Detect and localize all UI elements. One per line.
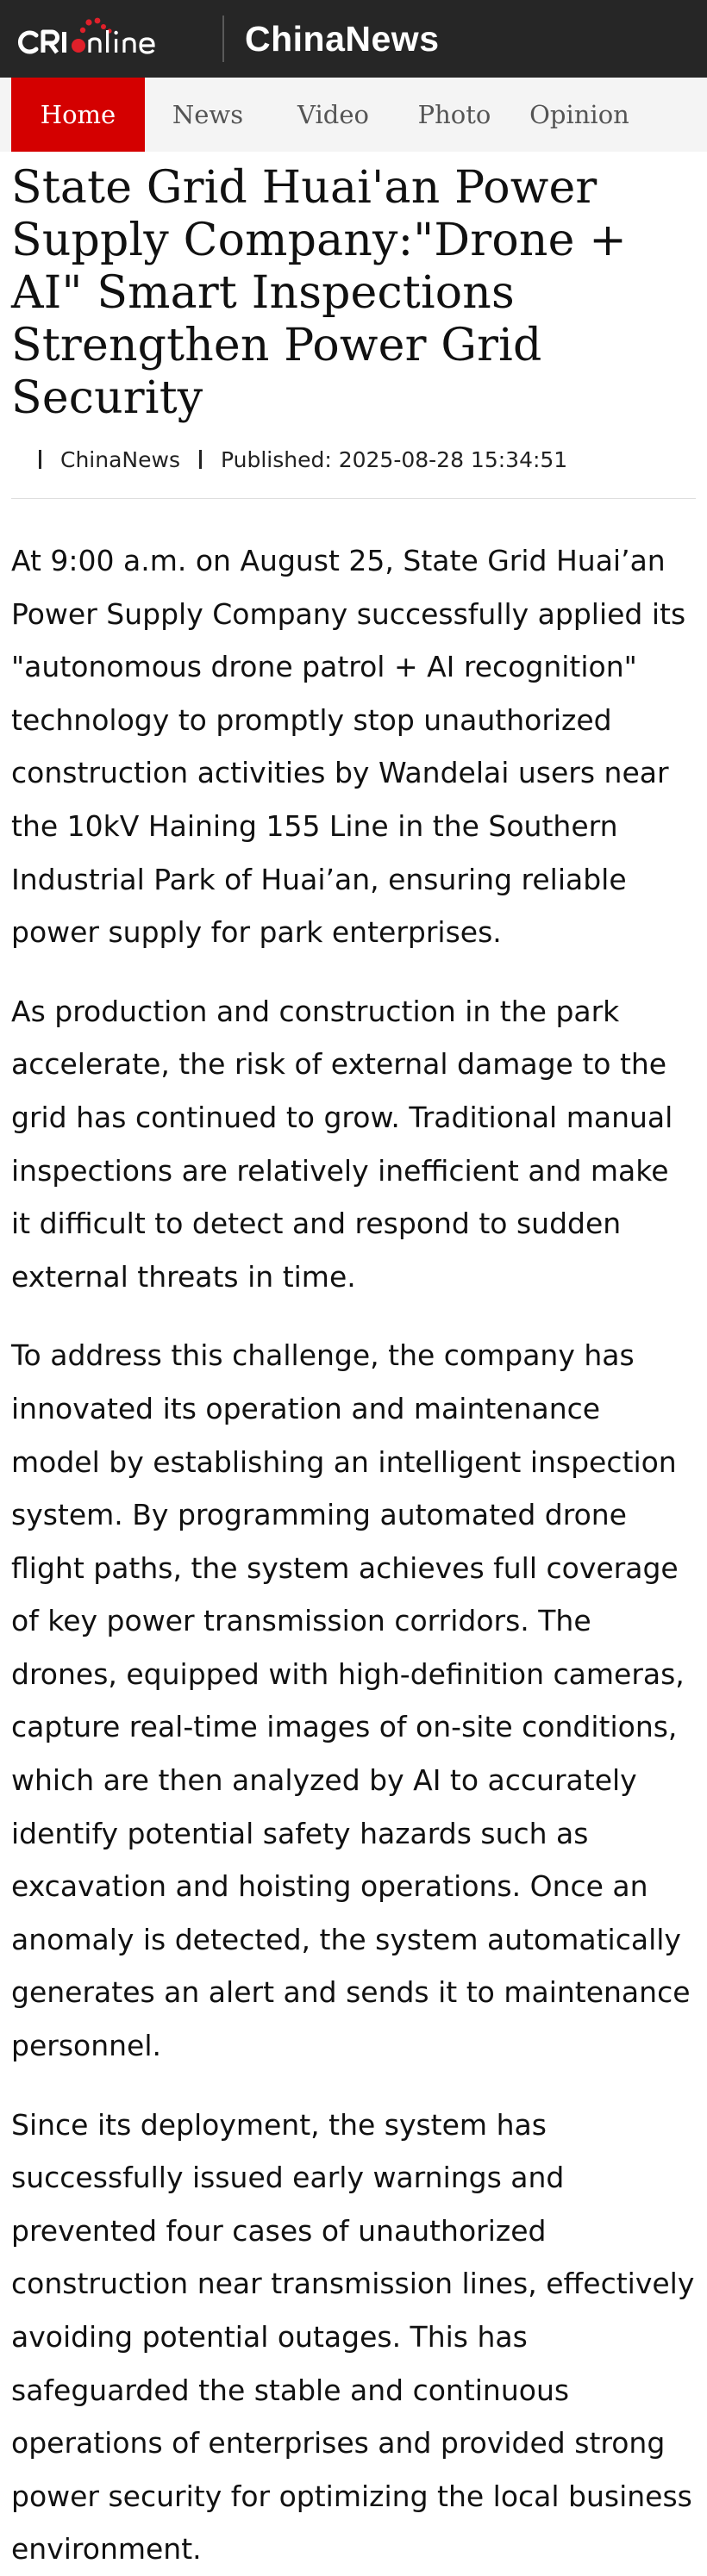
article-published-date: Published: 2025-08-28 15:34:51 xyxy=(220,446,568,472)
nav-item-home[interactable]: Home xyxy=(11,78,145,152)
nav-item-photo[interactable]: Photo xyxy=(417,100,491,129)
article-source: ChinaNews xyxy=(60,446,180,472)
cri-online-logo[interactable] xyxy=(12,0,198,78)
article-title: State Grid Huai'an Power Supply Company:"Drone + AI" Smart Inspections Strengthen Power Grid Security xyxy=(11,162,628,424)
article-paragraph: To address this challenge, the company has innovated its operation and maintenance model by establishing an intelligent inspection system. By programming automated drone flight paths, the system achieves full coverage of key power transmission corridors. The drones, equipped with high-definition cameras, capture real-time images of on-site conditions, which are then analyzed by AI to accurately identify potential safety hazards such as excavation and hoisting operations. Once an anomaly is detected, the system automatically generates an alert and sends it to maintenance personnel. xyxy=(11,1338,691,2063)
top-header xyxy=(0,0,707,78)
nav-item-news[interactable]: News xyxy=(172,100,244,129)
article-paragraph: At 9:00 a.m. on August 25, State Grid Huai’an Power Supply Company successfully applied its "autonomous drone patrol + AI recognition" technology to promptly stop unauthorized construction activities by Wandelai users near the 10kV Haining 155 Line in the Southern Industrial Park of Huai’an, ensuring reliable power supply for park enterprises. xyxy=(11,544,686,950)
logo-divider xyxy=(222,16,224,62)
site-brand[interactable]: ChinaNews xyxy=(245,18,440,59)
article-paragraph: Since its deployment, the system has successfully issued early warnings and prevented four cases of unauthorized construction near transmission lines, effectively avoiding potential outages. This has safeguarded the stable and continuous operations of enterprises and provided strong power security for optimizing the local business environment. xyxy=(11,2107,695,2567)
meta-separator xyxy=(199,450,202,469)
article-meta xyxy=(11,442,696,477)
article xyxy=(0,162,707,2576)
meta-divider xyxy=(11,498,696,499)
cri-online-logo-icon xyxy=(12,16,198,61)
nav-item-video[interactable]: Video xyxy=(297,100,369,129)
article-paragraph: As production and construction in the park accelerate, the risk of external damage to the grid has continued to grow. Traditional manual inspections are relatively inefficient and make it difficult to detect and respond to sudden external threats in time. xyxy=(11,994,673,1294)
nav-item-opinion[interactable]: Opinion xyxy=(529,100,629,129)
meta-separator xyxy=(39,450,41,469)
main-nav xyxy=(0,78,707,152)
